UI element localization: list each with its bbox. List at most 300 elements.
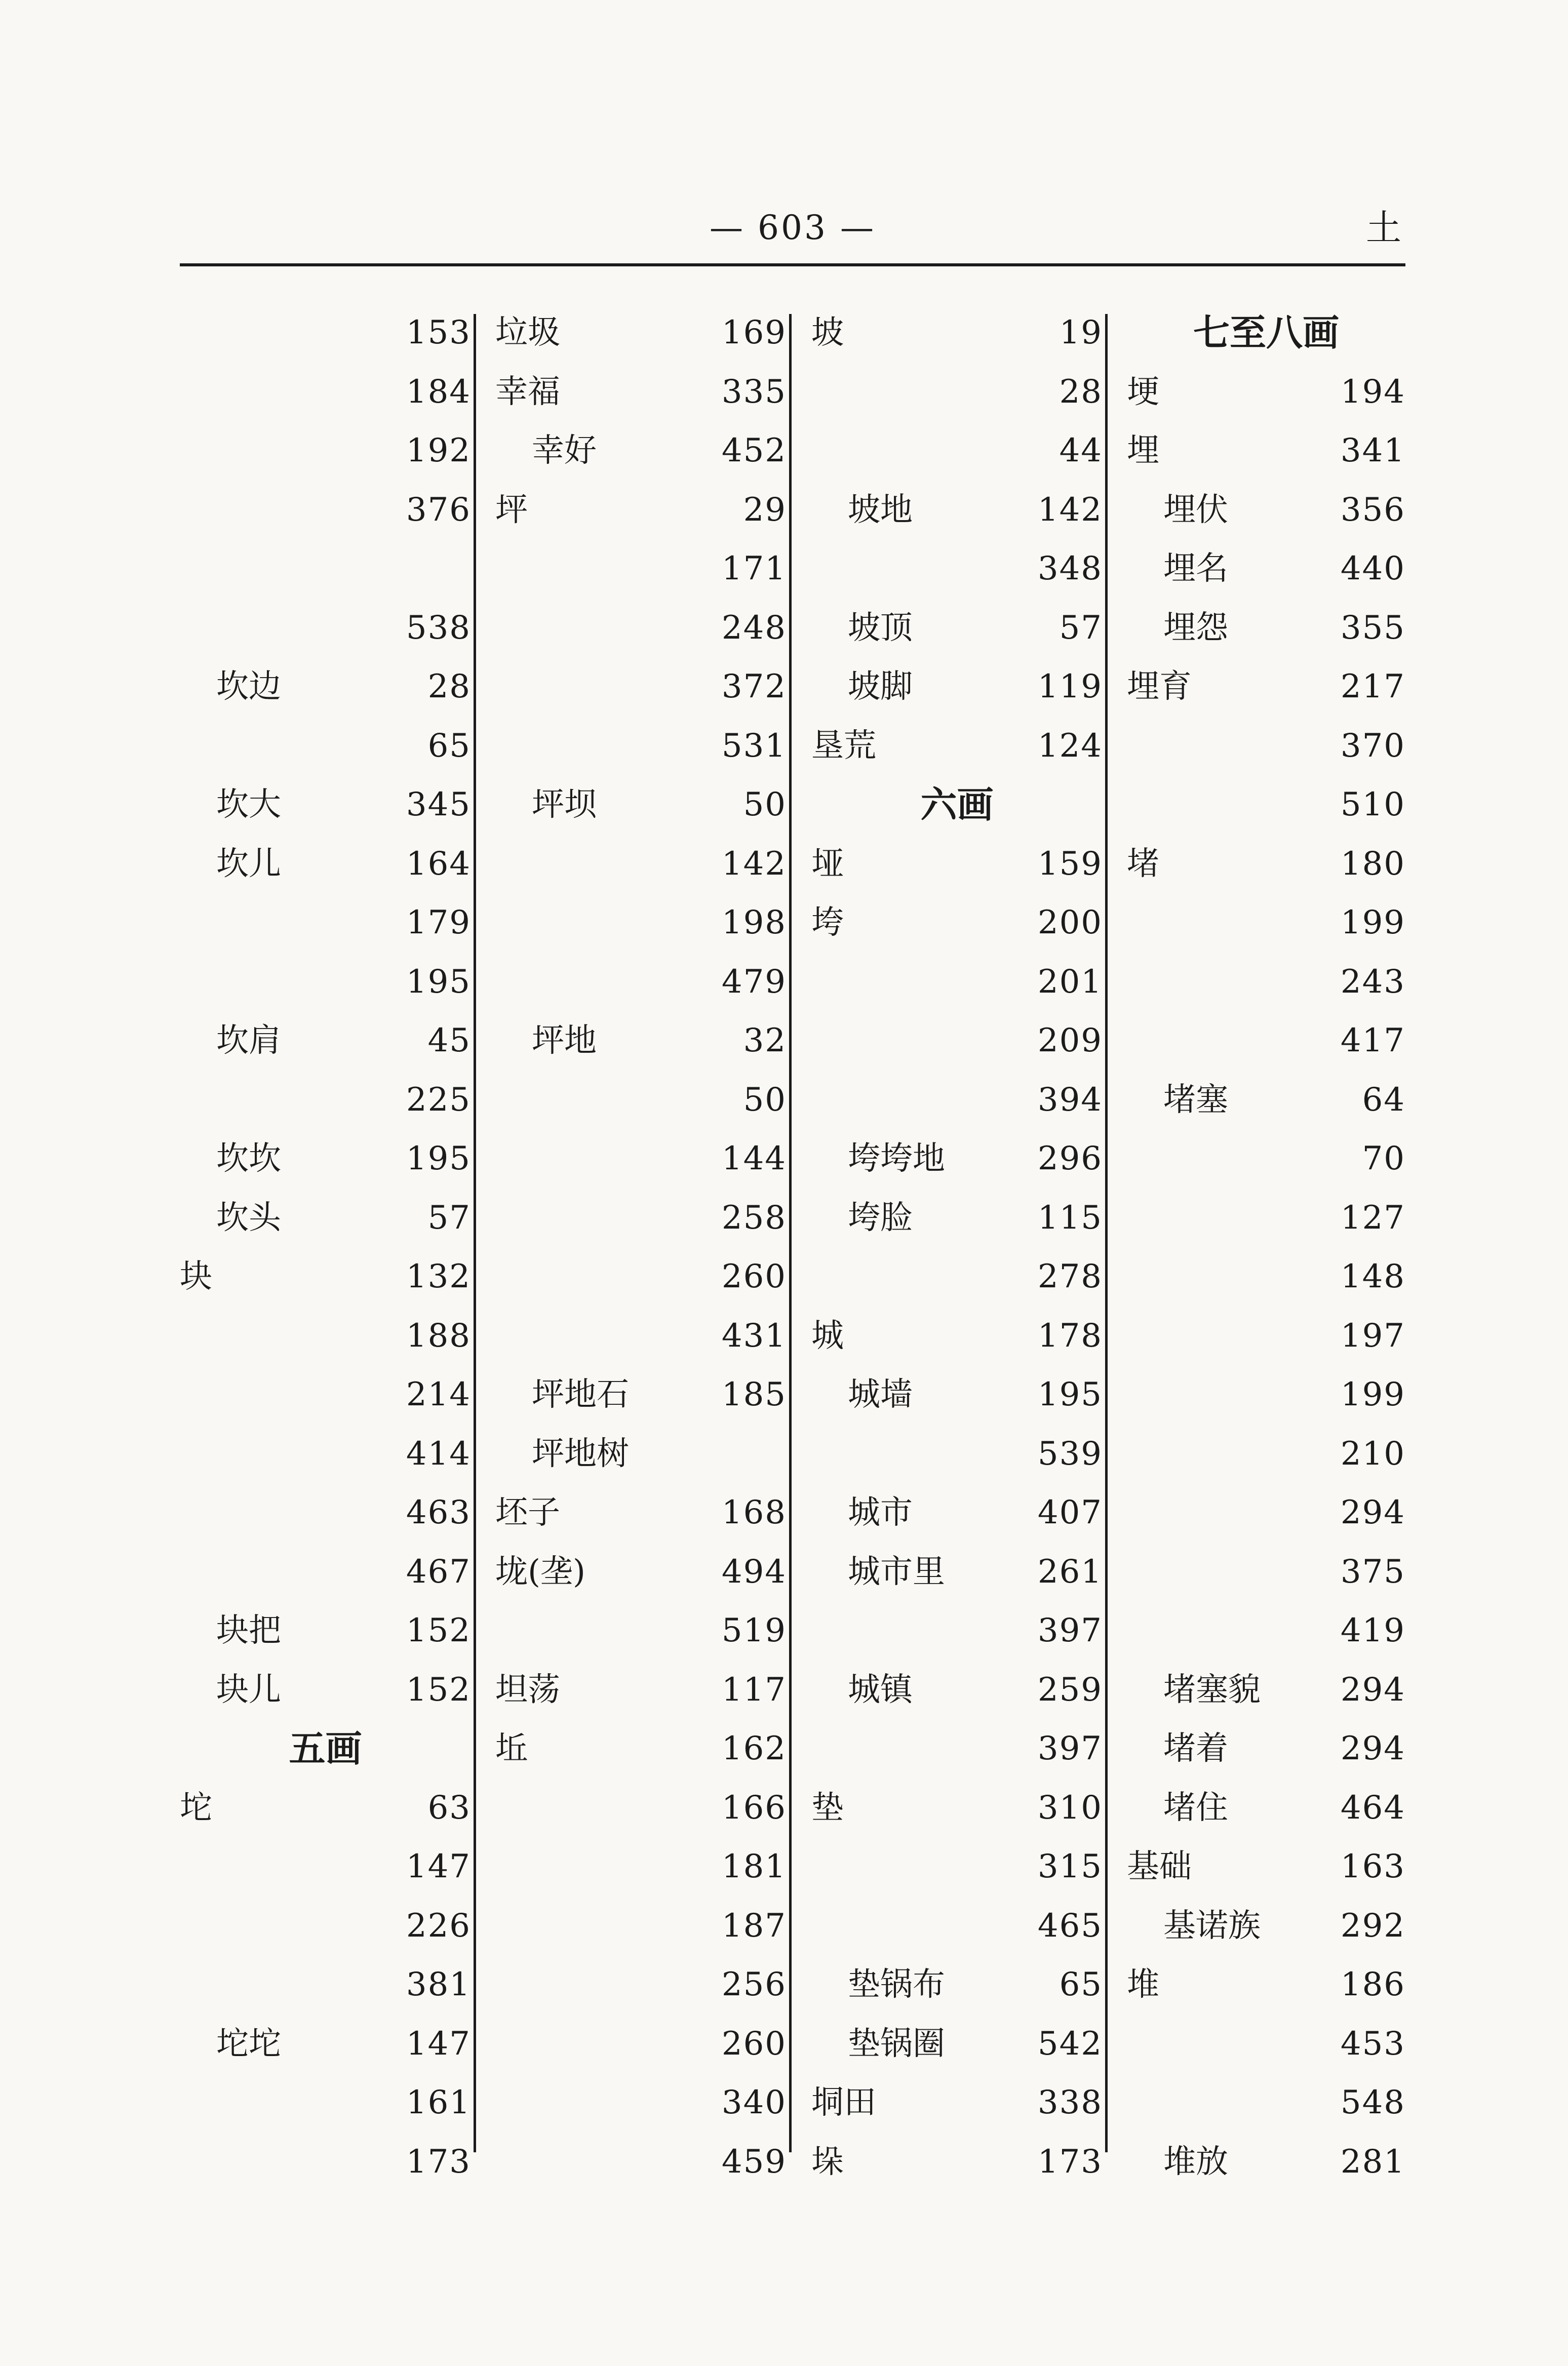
entry-page-number: 261 (1037, 1553, 1103, 1591)
index-entry (1127, 1425, 1405, 1483)
entry-page-number: 397 (1037, 1730, 1103, 1767)
entry-page-number: 29 (743, 491, 787, 529)
entry-term: 堵 (1127, 845, 1159, 883)
entry-page-number: 356 (1340, 491, 1405, 529)
index-entry (811, 835, 1103, 893)
column-divider (474, 314, 476, 2152)
entry-page-number: 162 (721, 1730, 787, 1767)
entry-term: 坪 (495, 491, 528, 529)
index-column-3 (811, 304, 1103, 2181)
entry-page-number: 431 (721, 1317, 787, 1355)
index-entry (1127, 1956, 1405, 2014)
entry-page-number: 119 (1037, 668, 1103, 705)
entry-page-number: 370 (1340, 727, 1405, 765)
entry-page-number: 65 (427, 727, 471, 765)
index-entry (495, 1012, 787, 1070)
entry-term: 坎肩 (216, 1022, 281, 1059)
index-entry (180, 1012, 471, 1070)
entry-page-number: 394 (1037, 1081, 1103, 1119)
entry-term: 块儿 (216, 1671, 281, 1709)
index-entry (811, 599, 1103, 657)
radical-heading: 土 (1366, 207, 1401, 249)
index-entry (1127, 658, 1405, 716)
entry-page-number: 210 (1340, 1435, 1405, 1473)
index-entry (1127, 363, 1405, 421)
index-entry (180, 2015, 471, 2073)
index-entry (180, 953, 471, 1011)
index-entry (811, 481, 1103, 539)
index-entry (1127, 540, 1405, 598)
index-entry (811, 1543, 1103, 1601)
index-entry (180, 2074, 471, 2132)
entry-term: 堆 (1127, 1966, 1159, 2003)
entry-page-number: 147 (406, 2025, 471, 2063)
entry-term: 垌田 (811, 2084, 876, 2121)
entry-term: 块 (180, 1258, 212, 1295)
entry-term: 坎儿 (216, 845, 281, 883)
index-entry (811, 717, 1103, 775)
index-entry (811, 2074, 1103, 2132)
index-entry (1127, 1838, 1405, 1896)
index-entry (495, 422, 787, 480)
index-entry (1127, 1602, 1405, 1660)
entry-page-number: 44 (1059, 432, 1103, 469)
entry-page-number: 198 (721, 904, 787, 941)
index-entry (180, 2133, 471, 2191)
entry-page-number: 147 (406, 1848, 471, 1885)
entry-page-number: 184 (406, 373, 471, 411)
index-entry (811, 894, 1103, 952)
index-entry (495, 1366, 787, 1424)
entry-page-number: 467 (406, 1553, 471, 1591)
entry-term: 坪坝 (532, 786, 597, 823)
index-entry (495, 717, 787, 775)
index-entry (495, 540, 787, 598)
entry-page-number: 70 (1362, 1140, 1405, 1177)
entry-term: 堵塞貌 (1163, 1671, 1261, 1709)
index-entry (811, 1720, 1103, 1778)
entry-term: 坨坨 (216, 2025, 281, 2063)
entry-term: 垦荒 (811, 727, 876, 765)
index-entry (1127, 1484, 1405, 1542)
index-entry (495, 1720, 787, 1778)
index-entry (1127, 1012, 1405, 1070)
entry-term: 坡 (811, 314, 844, 351)
entry-term: 基诺族 (1163, 1907, 1261, 1945)
entry-page-number: 260 (721, 2025, 787, 2063)
index-entry (495, 599, 787, 657)
entry-term: 坪地 (532, 1022, 597, 1059)
entry-term: 埋名 (1163, 550, 1228, 587)
index-entry (811, 1956, 1103, 2014)
entry-term: 垅(垄) (495, 1553, 585, 1591)
index-entry (811, 1779, 1103, 1837)
index-entry (1127, 953, 1405, 1011)
entry-page-number: 152 (406, 1671, 471, 1709)
index-entry (495, 1425, 787, 1483)
entry-page-number: 259 (1037, 1671, 1103, 1709)
stroke-heading-label: 六画 (920, 783, 994, 826)
entry-page-number: 50 (743, 1081, 787, 1119)
index-entry (1127, 2015, 1405, 2073)
index-entry (811, 2015, 1103, 2073)
index-entry (180, 304, 471, 362)
entry-page-number: 414 (406, 1435, 471, 1473)
entry-page-number: 64 (1362, 1081, 1405, 1119)
index-entry (495, 2074, 787, 2132)
index-entry (1127, 1071, 1405, 1129)
entry-page-number: 519 (721, 1612, 787, 1649)
entry-term: 基础 (1127, 1848, 1192, 1885)
entry-term: 坪地石 (532, 1376, 629, 1413)
entry-term: 垃圾 (495, 314, 560, 351)
entry-page-number: 465 (1037, 1907, 1103, 1945)
entry-term: 城墙 (848, 1376, 913, 1413)
entry-term: 埂 (1127, 373, 1159, 411)
index-entry (1127, 2133, 1405, 2191)
entry-page-number: 19 (1059, 314, 1103, 351)
index-entry (495, 1484, 787, 1542)
index-entry (180, 835, 471, 893)
index-entry (811, 1189, 1103, 1247)
entry-page-number: 452 (721, 432, 787, 469)
index-columns (180, 304, 1405, 2181)
entry-page-number: 538 (406, 609, 471, 647)
index-entry (495, 1307, 787, 1365)
entry-page-number: 294 (1340, 1671, 1405, 1709)
index-entry (1127, 776, 1405, 834)
stroke-heading (180, 1720, 471, 1778)
entry-term: 埋伏 (1163, 491, 1228, 529)
index-entry (811, 1838, 1103, 1896)
index-entry (495, 1661, 787, 1719)
index-entry (180, 540, 471, 598)
index-entry (180, 1956, 471, 2014)
entry-page-number: 542 (1037, 2025, 1103, 2063)
entry-page-number: 65 (1059, 1966, 1103, 2003)
entry-page-number: 28 (427, 668, 471, 705)
entry-page-number: 292 (1340, 1907, 1405, 1945)
entry-page-number: 463 (406, 1494, 471, 1531)
stroke-heading-label: 五画 (289, 1727, 362, 1770)
index-entry (180, 1248, 471, 1306)
entry-page-number: 453 (1340, 2025, 1405, 2063)
entry-page-number: 180 (1340, 845, 1405, 883)
entry-page-number: 142 (721, 845, 787, 883)
entry-page-number: 168 (721, 1494, 787, 1531)
entry-page-number: 164 (406, 845, 471, 883)
entry-term: 垮 (811, 904, 844, 941)
entry-page-number: 548 (1340, 2084, 1405, 2121)
entry-page-number: 50 (743, 786, 787, 823)
index-entry (180, 1071, 471, 1129)
entry-term: 埋育 (1127, 668, 1192, 705)
index-entry (811, 540, 1103, 598)
index-entry (1127, 1130, 1405, 1188)
index-entry (495, 1897, 787, 1955)
index-entry (1127, 835, 1405, 893)
index-entry (811, 1661, 1103, 1719)
entry-page-number: 169 (721, 314, 787, 351)
entry-page-number: 173 (406, 2143, 471, 2181)
index-entry (180, 1307, 471, 1365)
index-entry (180, 1484, 471, 1542)
stroke-heading (1127, 304, 1405, 362)
index-entry (811, 1071, 1103, 1129)
index-entry (495, 953, 787, 1011)
index-entry (811, 1130, 1103, 1188)
entry-page-number: 464 (1340, 1789, 1405, 1827)
entry-term: 坡地 (848, 491, 913, 529)
index-entry (1127, 1897, 1405, 1955)
index-entry (180, 1838, 471, 1896)
entry-term: 坯子 (495, 1494, 560, 1531)
entry-page-number: 256 (721, 1966, 787, 2003)
entry-page-number: 310 (1037, 1789, 1103, 1827)
index-entry (1127, 717, 1405, 775)
entry-term: 埋 (1127, 432, 1159, 469)
entry-page-number: 115 (1037, 1199, 1103, 1237)
index-entry (180, 1543, 471, 1601)
entry-page-number: 440 (1340, 550, 1405, 587)
entry-term: 坎头 (216, 1199, 281, 1237)
entry-page-number: 243 (1340, 963, 1405, 1001)
entry-page-number: 248 (721, 609, 787, 647)
entry-page-number: 407 (1037, 1494, 1103, 1531)
entry-page-number: 281 (1340, 2143, 1405, 2181)
entry-page-number: 294 (1340, 1730, 1405, 1767)
index-entry (180, 1602, 471, 1660)
entry-page-number: 381 (406, 1966, 471, 2003)
entry-page-number: 338 (1037, 2084, 1103, 2121)
entry-page-number: 376 (406, 491, 471, 529)
entry-page-number: 355 (1340, 609, 1405, 647)
entry-page-number: 494 (721, 1553, 787, 1591)
entry-page-number: 127 (1340, 1199, 1405, 1237)
index-entry (495, 1779, 787, 1837)
entry-term: 坡脚 (848, 668, 913, 705)
column-divider (789, 314, 792, 2152)
entry-page-number: 348 (1037, 550, 1103, 587)
entry-page-number: 419 (1340, 1612, 1405, 1649)
index-entry (180, 1366, 471, 1424)
entry-page-number: 166 (721, 1789, 787, 1827)
index-entry (1127, 1366, 1405, 1424)
entry-page-number: 199 (1340, 904, 1405, 941)
entry-page-number: 197 (1340, 1317, 1405, 1355)
index-entry (180, 599, 471, 657)
entry-term: 坪地树 (532, 1435, 629, 1473)
index-entry (1127, 1720, 1405, 1778)
index-entry (495, 894, 787, 952)
page-header (180, 200, 1405, 261)
entry-page-number: 179 (406, 904, 471, 941)
entry-page-number: 214 (406, 1376, 471, 1413)
entry-term: 坎大 (216, 786, 281, 823)
entry-page-number: 132 (406, 1258, 471, 1295)
entry-page-number: 57 (1059, 609, 1103, 647)
index-entry (811, 658, 1103, 716)
index-entry (180, 1130, 471, 1188)
index-entry (495, 304, 787, 362)
index-entry (811, 1307, 1103, 1365)
entry-page-number: 217 (1340, 668, 1405, 705)
index-entry (495, 481, 787, 539)
entry-term: 坨 (180, 1789, 212, 1827)
index-entry (495, 1602, 787, 1660)
index-entry (495, 2133, 787, 2191)
entry-page-number: 188 (406, 1317, 471, 1355)
entry-page-number: 185 (721, 1376, 787, 1413)
index-entry (1127, 1307, 1405, 1365)
index-entry (495, 1248, 787, 1306)
index-entry (1127, 1189, 1405, 1247)
index-entry (495, 1543, 787, 1601)
index-entry (811, 1484, 1103, 1542)
entry-page-number: 335 (721, 373, 787, 411)
entry-page-number: 296 (1037, 1140, 1103, 1177)
entry-page-number: 209 (1037, 1022, 1103, 1059)
index-entry (811, 953, 1103, 1011)
entry-term: 坦荡 (495, 1671, 560, 1709)
entry-term: 堵塞 (1163, 1081, 1228, 1119)
index-entry (495, 1130, 787, 1188)
entry-term: 幸好 (532, 432, 597, 469)
entry-page-number: 195 (406, 963, 471, 1001)
entry-page-number: 226 (406, 1907, 471, 1945)
index-entry (811, 1366, 1103, 1424)
index-entry (495, 658, 787, 716)
index-entry (495, 1838, 787, 1896)
entry-page-number: 173 (1037, 2143, 1103, 2181)
index-entry (1127, 1248, 1405, 1306)
index-entry (495, 2015, 787, 2073)
index-entry (1127, 422, 1405, 480)
index-entry (1127, 481, 1405, 539)
entry-page-number: 397 (1037, 1612, 1103, 1649)
entry-page-number: 117 (721, 1671, 787, 1709)
entry-page-number: 186 (1340, 1966, 1405, 2003)
entry-term: 堆放 (1163, 2143, 1228, 2181)
entry-page-number: 163 (1340, 1848, 1405, 1885)
entry-page-number: 199 (1340, 1376, 1405, 1413)
entry-term: 坎边 (216, 668, 281, 705)
entry-page-number: 539 (1037, 1435, 1103, 1473)
entry-page-number: 28 (1059, 373, 1103, 411)
index-entry (495, 363, 787, 421)
index-entry (180, 481, 471, 539)
index-entry (1127, 2074, 1405, 2132)
index-entry (811, 1602, 1103, 1660)
index-entry (180, 1425, 471, 1483)
index-entry (811, 304, 1103, 362)
index-entry (495, 1189, 787, 1247)
entry-page-number: 152 (406, 1612, 471, 1649)
entry-page-number: 45 (427, 1022, 471, 1059)
entry-page-number: 124 (1037, 727, 1103, 765)
entry-page-number: 148 (1340, 1258, 1405, 1295)
index-entry (1127, 599, 1405, 657)
stroke-heading-label: 七至八画 (1193, 311, 1339, 354)
entry-page-number: 159 (1037, 845, 1103, 883)
column-divider (1105, 314, 1108, 2152)
index-entry (495, 835, 787, 893)
entry-page-number: 375 (1340, 1553, 1405, 1591)
entry-page-number: 153 (406, 314, 471, 351)
entry-term: 城 (811, 1317, 844, 1355)
stroke-heading (811, 776, 1103, 834)
entry-page-number: 63 (427, 1789, 471, 1827)
entry-term: 垫锅布 (848, 1966, 945, 2003)
entry-page-number: 479 (721, 963, 787, 1001)
entry-term: 堵住 (1163, 1789, 1228, 1827)
entry-page-number: 372 (721, 668, 787, 705)
entry-page-number: 200 (1037, 904, 1103, 941)
entry-page-number: 294 (1340, 1494, 1405, 1531)
entry-page-number: 345 (406, 786, 471, 823)
index-column-4 (1127, 304, 1405, 2181)
entry-term: 堵着 (1163, 1730, 1228, 1767)
index-entry (495, 776, 787, 834)
entry-term: 埋怨 (1163, 609, 1228, 647)
entry-term: 垫锅圈 (848, 2025, 945, 2063)
index-entry (1127, 894, 1405, 952)
entry-page-number: 417 (1340, 1022, 1405, 1059)
entry-term: 垫 (811, 1789, 844, 1827)
entry-term: 垮垮地 (848, 1140, 945, 1177)
entry-page-number: 531 (721, 727, 787, 765)
entry-page-number: 459 (721, 2143, 787, 2181)
index-entry (180, 658, 471, 716)
index-entry (811, 1012, 1103, 1070)
entry-page-number: 194 (1340, 373, 1405, 411)
index-entry (1127, 1661, 1405, 1719)
entry-term: 幸福 (495, 373, 560, 411)
entry-term: 垭 (811, 845, 844, 883)
index-entry (811, 1425, 1103, 1483)
index-entry (811, 363, 1103, 421)
entry-page-number: 57 (427, 1199, 471, 1237)
entry-page-number: 181 (721, 1848, 787, 1885)
index-entry (811, 1248, 1103, 1306)
entry-term: 垛 (811, 2143, 844, 2181)
index-entry (180, 776, 471, 834)
entry-term: 垮脸 (848, 1199, 913, 1237)
index-entry (811, 422, 1103, 480)
entry-page-number: 201 (1037, 963, 1103, 1001)
entry-term: 城市里 (848, 1553, 945, 1591)
entry-term: 块把 (216, 1612, 281, 1649)
entry-term: 城市 (848, 1494, 913, 1531)
entry-page-number: 258 (721, 1199, 787, 1237)
entry-page-number: 315 (1037, 1848, 1103, 1885)
index-column-2 (495, 304, 787, 2181)
index-entry (180, 1897, 471, 1955)
page-number: — 603 — (710, 208, 876, 247)
entry-page-number: 195 (1037, 1376, 1103, 1413)
index-entry (180, 717, 471, 775)
entry-page-number: 192 (406, 432, 471, 469)
entry-page-number: 144 (721, 1140, 787, 1177)
entry-term: 坡顶 (848, 609, 913, 647)
entry-page-number: 278 (1037, 1258, 1103, 1295)
entry-page-number: 341 (1340, 432, 1405, 469)
index-entry (180, 422, 471, 480)
index-entry (495, 1071, 787, 1129)
entry-term: 坎坎 (216, 1140, 281, 1177)
entry-term: 城镇 (848, 1671, 913, 1709)
index-entry (811, 2133, 1103, 2191)
